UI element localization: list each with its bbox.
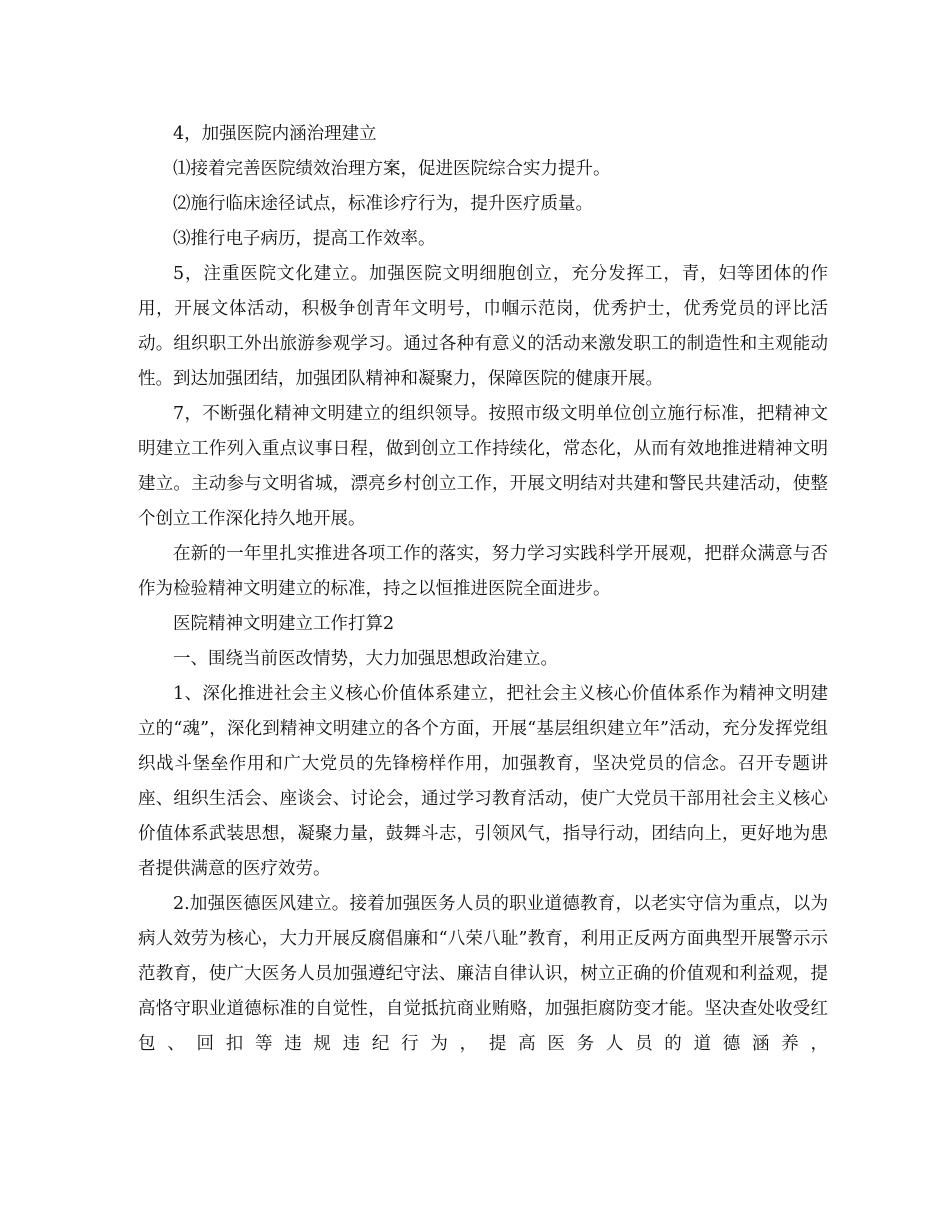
list-item-3: ⑶推行电子病历，提高工作效率。 [173,229,436,249]
paragraph-medical-ethics: 2.加强医德医风建立。接着加强医务人员的职业道德教育，以老实守信为重点，以为病人效劳为核心，大力开展反腐倡廉和“八荣八耻”教育，利用正反两方面典型开展警示示范教育，使广大医务人员加强遵纪守法、廉洁自律认识，树立正确的价值观和利益观，提高恪守职业道德标准的自觉性，自觉抵抗商业贿赂，加强拒腐防变才能。坚决查处收受红包、回扣等违规违纪行为，提高医务人员的道德涵养， [138,894,828,1054]
paragraph-culture: 5，注重医院文化建立。加强医院文明细胞创立，充分发挥工，青，妇等团体的作用，开展文体活动，积极争创青年文明号，巾帼示范岗，优秀护士，优秀党员的评比活动。组织职工外出旅游参观学习。通过各种有意义的活动来激发职工的制造性和主观能动性。到达加强团结，加强团队精神和凝聚力，保障医院的健康开展。 [138,264,828,389]
paragraph-new-year: 在新的一年里扎实推进各项工作的落实，努力学习实践科学开展观，把群众满意与否作为检验精神文明建立的标准，持之以恒推进医院全面进步。 [138,544,828,599]
section-heading-4: 4，加强医院内涵治理建立 [173,124,377,144]
paragraph-core-values: 1、深化推进社会主义核心价值体系建立，把社会主义核心价值体系作为精神文明建立的“魂”，深化到精神文明建立的各个方面，开展“基层组织建立年”活动，充分发挥党组织战斗堡垒作用和广大党员的先锋榜样作用，加强教育，坚决党员的信念。召开专题讲座、组织生活会、座谈会、讨论会，通过学习教育活动，使广大党员干部用社会主义核心价值体系武装思想，凝聚力量，鼓舞斗志，引领风气，指导行动，团结向上，更好地为患者提供满意的医疗效劳。 [138,684,828,879]
section-heading-one: 一、围绕当前医改情势，大力加强思想政治建立。 [173,649,558,669]
document-subtitle: 医院精神文明建立工作打算2 [173,614,395,634]
document-body [138,117,828,1062]
paragraph-leadership: 7，不断强化精神文明建立的组织领导。按照市级文明单位创立施行标准，把精神文明建立工作列入重点议事日程，做到创立工作持续化，常态化，从而有效地推进精神文明建立。主动参与文明省城，漂亮乡村创立工作，开展文明结对共建和警民共建活动，使整个创立工作深化持久地开展。 [138,404,828,529]
list-item-1: ⑴接着完善医院绩效治理方案，促进医院综合实力提升。 [173,159,611,179]
list-item-2: ⑵施行临床途径试点，标准诊疗行为，提升医疗质量。 [173,194,593,214]
